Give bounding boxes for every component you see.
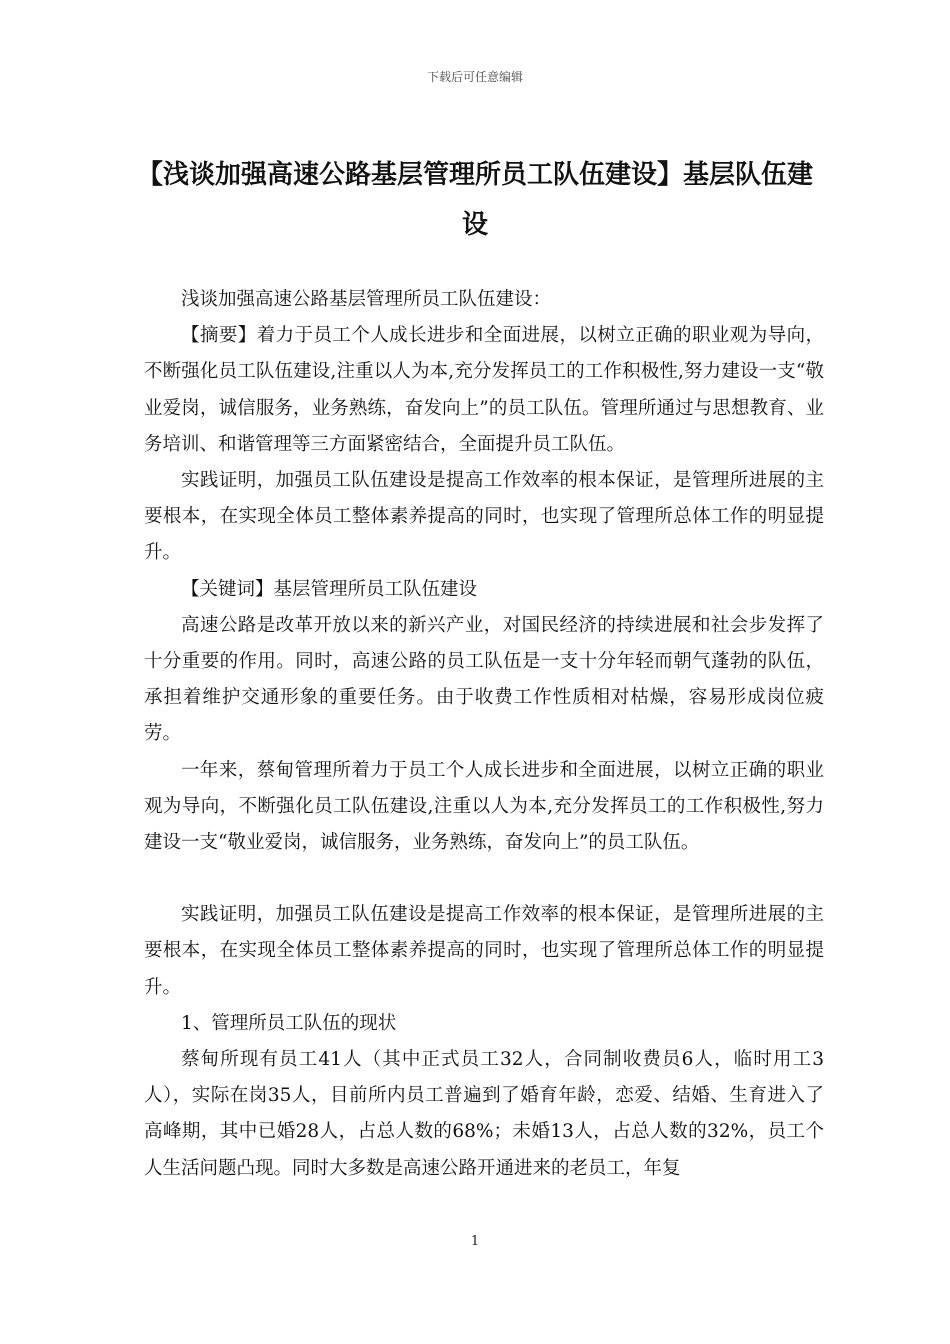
section-heading-status: 1、管理所员工队伍的现状 — [181, 1012, 397, 1034]
paragraph-staff-status: 蔡甸所现有员工41人（其中正式员工32人，合同制收费员6人，临时用工3人），实际在岗35人，目前所内员工普遍到了婚育年龄，恋爱、结婚、生育进入了高峰期，其中已婚28人，占总人数的68%；未婚13人，占总人数的32%，员工个人生活问题凸现。同时大多数是高速公路开通进来的老员工，年复 — [144, 1049, 824, 1179]
paragraph-intro: 浅谈加强高速公路基层管理所员工队伍建设： — [181, 289, 552, 310]
paragraph-year-review: 一年来，蔡甸管理所着力于员工个人成长进步和全面进展，以树立正确的职业观为导向，不断强化员工队伍建设,注重以人为本,充分发挥员工的工作积极性,努力建设一支“敬业爱岗，诚信服务，业务熟练，奋发向上”的员工队伍。 — [144, 759, 824, 854]
paragraph-background: 高速公路是改革开放以来的新兴产业，对国民经济的持续进展和社会步发挥了十分重要的作用。同时，高速公路的员工队伍是一支十分年轻而朝气蓬勃的队伍，承担着维护交通形象的重要任务。由于收费工作性质相对枯燥，容易形成岗位疲劳。 — [144, 614, 824, 745]
blank-line — [144, 861, 824, 897]
page-number: 1 — [470, 1234, 480, 1249]
paragraph-keywords: 【关键词】基层管理所员工队伍建设 — [181, 578, 478, 600]
paragraph-practice-proof-repeat: 实践证明，加强员工队伍建设是提高工作效率的根本保证，是管理所进展的主要根本，在实现全体员工整体素养提高的同时，也实现了管理所总体工作的明显提升。 — [144, 904, 824, 998]
header-note: 下载后可任意编辑 — [426, 70, 523, 84]
document-title: 【浅谈加强高速公路基层管理所员工队伍建设】基层队伍建设 — [136, 160, 813, 240]
paragraph-abstract: 【摘要】着力于员工个人成长进步和全面进展，以树立正确的职业观为导向，不断强化员工队伍建设,注重以人为本,充分发挥员工的工作积极性,努力建设一支“敬业爱岗，诚信服务，业务熟练，奋发向上”的员工队伍。管理所通过与思想教育、业务培训、和谐管理等三方面紧密结合，全面提升员工队伍。 — [144, 325, 824, 455]
document-body — [144, 282, 824, 1187]
paragraph-practice-proof: 实践证明，加强员工队伍建设是提高工作效率的根本保证，是管理所进展的主要根本，在实现全体员工整体素养提高的同时，也实现了管理所总体工作的明显提升。 — [144, 470, 824, 564]
